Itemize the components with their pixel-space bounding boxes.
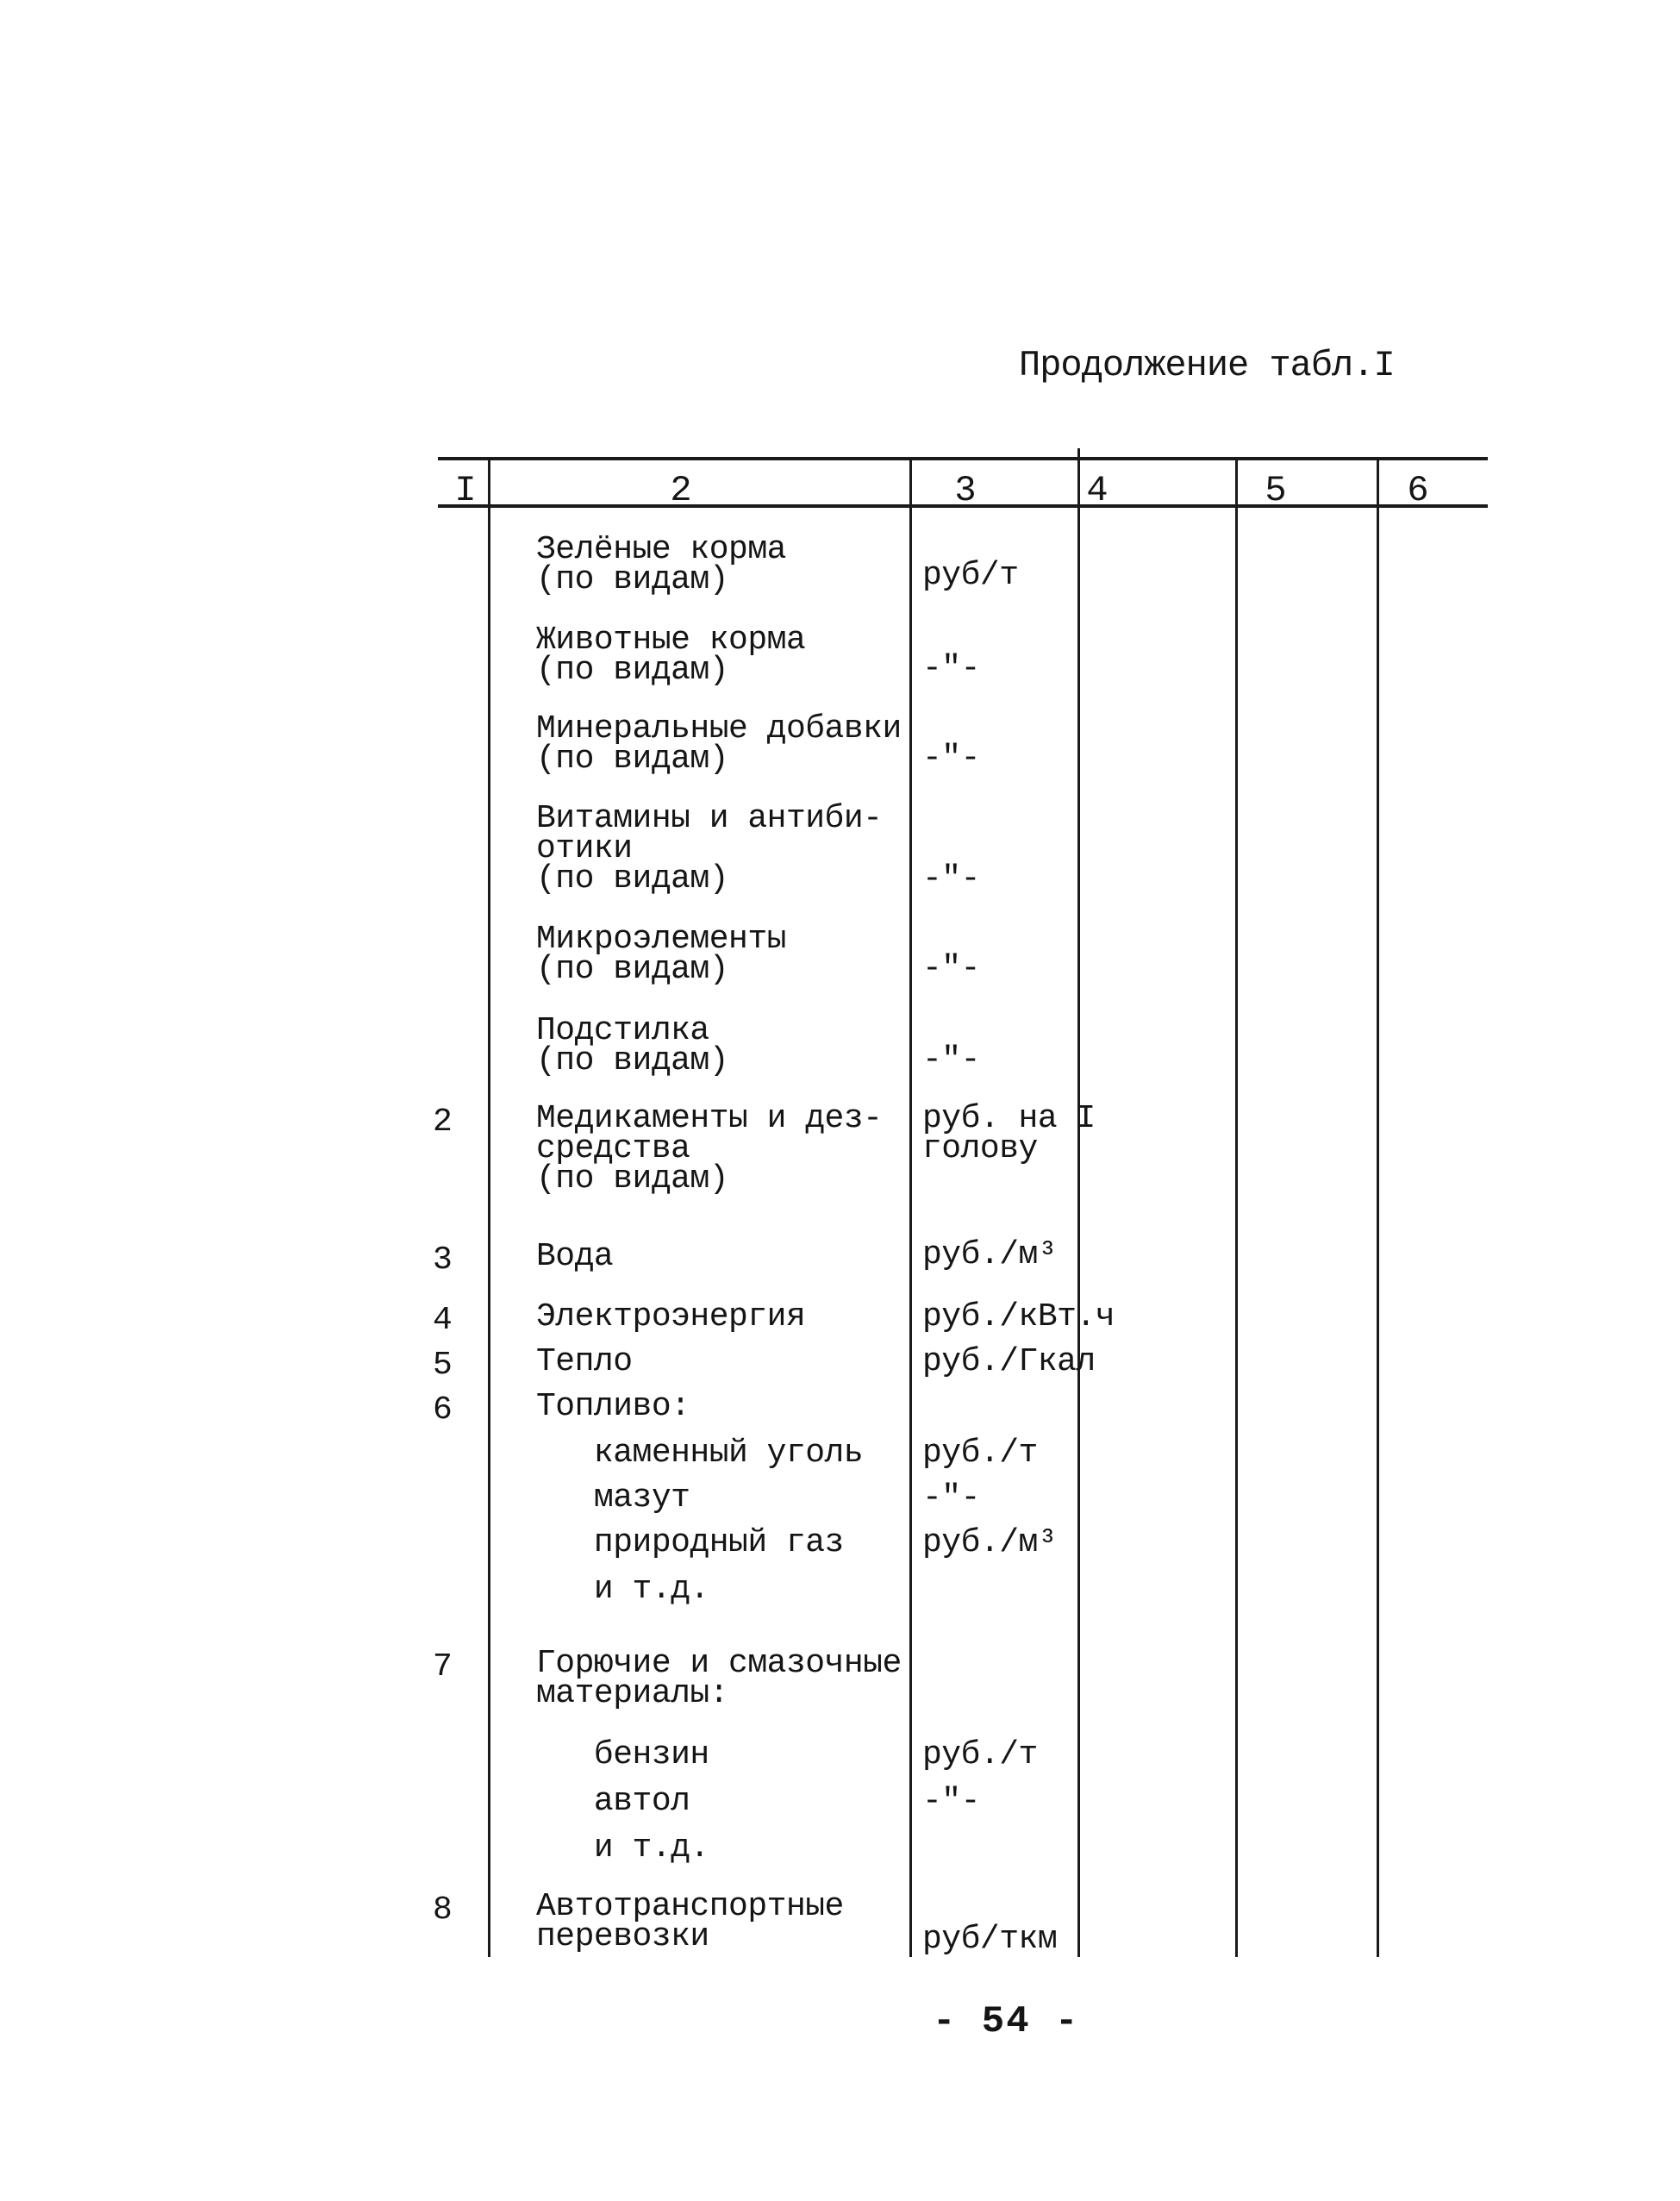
row-unit: руб/ткм — [922, 1921, 1058, 1958]
row-item-name: и т.д. — [536, 1829, 709, 1866]
row-item-name: каменный уголь — [536, 1435, 864, 1472]
row-unit: руб. на I голову — [922, 1100, 1096, 1167]
row-unit: -"- — [922, 650, 980, 687]
row-item-name: Подстилка (по видам) — [536, 1012, 729, 1079]
row-unit: руб./т — [922, 1435, 1038, 1472]
row-number: 8 — [433, 1891, 453, 1929]
page-number: - 54 - — [933, 2000, 1080, 2043]
row-number: 4 — [433, 1302, 453, 1339]
row-item-name: и т.д. — [536, 1571, 709, 1608]
column-header-4: 4 — [1086, 470, 1109, 511]
row-item-name: Микроэлементы (по видам) — [536, 921, 786, 988]
row-item-name: Зелёные корма (по видам) — [536, 531, 786, 598]
row-item-name: бензин — [536, 1736, 709, 1773]
row-item-name: Вода — [536, 1238, 614, 1275]
column-header-6: 6 — [1407, 470, 1429, 511]
row-unit: руб./Гкал — [922, 1343, 1096, 1380]
row-unit: руб./кВт.ч — [922, 1298, 1115, 1335]
row-unit: руб./м³ — [922, 1524, 1058, 1561]
column-divider-4 — [1235, 457, 1238, 1957]
column-divider-2 — [909, 457, 912, 1957]
row-number: 7 — [433, 1648, 453, 1685]
row-number: 2 — [433, 1104, 453, 1141]
row-unit: -"- — [922, 740, 980, 777]
row-item-name: Витамины и антиби- отики (по видам) — [536, 800, 883, 897]
row-item-name: Электроэнергия — [536, 1298, 806, 1335]
column-divider-3 — [1077, 448, 1080, 1957]
row-unit: руб./т — [922, 1736, 1038, 1773]
column-header-2: 2 — [670, 470, 692, 511]
column-header-3: 3 — [954, 470, 977, 511]
row-number: 5 — [433, 1347, 453, 1384]
row-unit: руб./м³ — [922, 1236, 1058, 1273]
row-unit: -"- — [922, 1783, 980, 1820]
row-item-name: Автотранспортные перевозки — [536, 1888, 844, 1955]
column-divider-1 — [488, 457, 490, 1957]
row-unit: -"- — [922, 860, 980, 897]
row-unit: -"- — [922, 950, 980, 987]
row-item-name: автол — [536, 1783, 690, 1820]
row-item-name: Минеральные добавки (по видам) — [536, 710, 902, 778]
table-top-rule — [438, 457, 1488, 460]
column-divider-5 — [1377, 457, 1379, 1957]
column-header-5: 5 — [1265, 470, 1287, 511]
row-item-name: мазут — [536, 1479, 690, 1516]
row-item-name: Топливо: — [536, 1388, 690, 1425]
row-unit: -"- — [922, 1041, 980, 1079]
row-item-name: Тепло — [536, 1343, 633, 1380]
row-number: 6 — [433, 1391, 453, 1429]
row-item-name: Медикаменты и дез- средства (по видам) — [536, 1100, 883, 1197]
row-unit: -"- — [922, 1479, 980, 1516]
row-unit: руб/т — [922, 557, 1019, 594]
row-item-name: Горючие и смазочные материалы: — [536, 1645, 902, 1712]
row-item-name: природный газ — [536, 1524, 844, 1561]
row-item-name: Животные корма (по видам) — [536, 622, 806, 689]
table-caption: Продолжение табл.I — [1019, 345, 1395, 386]
column-header-1: I — [454, 470, 477, 511]
row-number: 3 — [433, 1241, 453, 1279]
